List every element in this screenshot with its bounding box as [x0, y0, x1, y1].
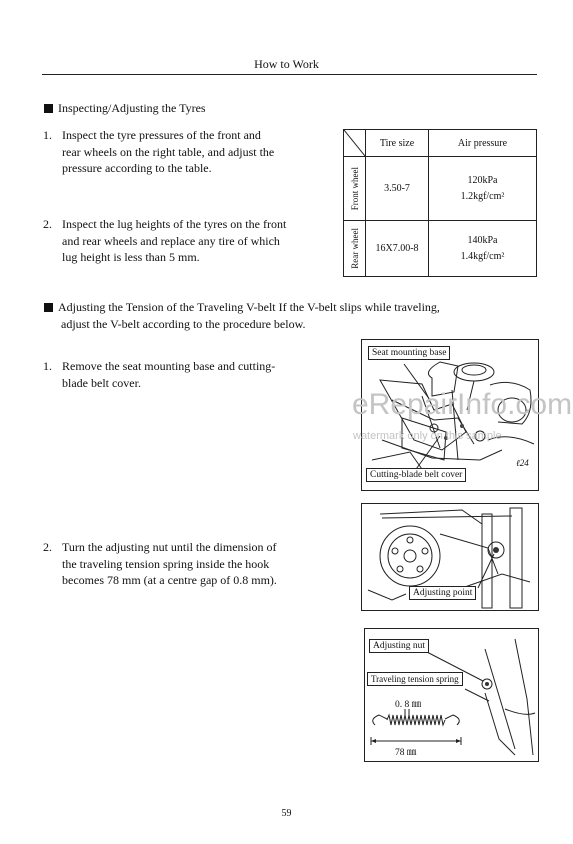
- callout-adjusting-nut: Adjusting nut: [369, 639, 429, 653]
- table-header-air-pressure: Air pressure: [429, 130, 537, 157]
- figure-tension-spring: [364, 628, 539, 762]
- bullet-square-icon: [44, 104, 53, 113]
- row-label-front: [344, 157, 366, 221]
- figure-adjusting-point: [361, 503, 539, 611]
- handwritten-mark: ℓ24: [516, 458, 529, 468]
- step-line: lug height is less than 5 mm.: [62, 250, 200, 264]
- step-line: Turn the adjusting nut until the dimension of: [62, 540, 277, 554]
- step-number: 2.: [43, 540, 52, 554]
- tire-size-cell: 3.50-7: [366, 157, 429, 221]
- callout-cutting-blade-belt-cover: Cutting-blade belt cover: [366, 468, 466, 482]
- row-label-rear: [344, 221, 366, 277]
- step-line: pressure according to the table.: [62, 161, 212, 175]
- step-line: Inspect the tyre pressures of the front and: [62, 128, 261, 142]
- step-line: rear wheels on the right table, and adjust the: [62, 144, 275, 159]
- step-line: Inspect the lug heights of the tyres on the front: [62, 217, 287, 231]
- air-pressure-cell: [429, 221, 537, 277]
- table-corner-cell: [344, 130, 366, 157]
- page-header-title: How to Work: [254, 57, 319, 71]
- callout-seat-mounting-base: Seat mounting base: [368, 346, 450, 360]
- air-pressure-cell: [429, 157, 537, 221]
- header-rule: [42, 74, 537, 75]
- section-heading-vbelt-line2: adjust the V-belt according to the procedure below.: [61, 316, 306, 331]
- step-number: 1.: [43, 128, 52, 142]
- tyre-pressure-table: [343, 129, 537, 277]
- step-2-turn-nut: [43, 539, 343, 591]
- row-label-text: Rear wheel: [349, 228, 360, 269]
- section-heading-vbelt-line1: Adjusting the Tension of the Traveling V-belt If the V-belt slips while traveling,: [58, 300, 440, 314]
- bullet-square-icon: [44, 303, 53, 312]
- pressure-kpa: 120kPa: [467, 175, 498, 186]
- table-row: [344, 157, 537, 221]
- diagonal-line: [344, 130, 365, 156]
- watermark-sub: watermark only on this sample: [353, 430, 502, 442]
- step-number: 1.: [43, 359, 52, 373]
- pressure-kgf: 1.2kgf/cm²: [460, 191, 505, 202]
- gap-dimension-label: 0. 8 ㎜: [395, 700, 422, 710]
- step-line: Remove the seat mounting base and cutting-: [62, 359, 276, 373]
- step-line: the traveling tension spring inside the hook: [62, 556, 270, 571]
- step-2-inspect-lug: [43, 216, 333, 268]
- step-line: and rear wheels and replace any tire of which: [62, 233, 280, 248]
- step-line: becomes 78 mm (at a centre gap of 0.8 mm).: [62, 573, 277, 587]
- length-dimension-label: 78 ㎜: [395, 748, 417, 758]
- step-1-remove-cover: [43, 358, 343, 394]
- section-heading-tyres-text: Inspecting/Adjusting the Tyres: [58, 101, 206, 115]
- step-1-inspect-pressure: [43, 127, 333, 179]
- table-header-tire-size: Tire size: [366, 130, 429, 157]
- section-heading-vbelt: [44, 299, 538, 332]
- step-line: blade belt cover.: [62, 375, 141, 390]
- pressure-kpa: 140kPa: [467, 235, 498, 246]
- watermark-main: eRepairInfo.com: [352, 388, 573, 421]
- row-label-text: Front wheel: [349, 166, 360, 211]
- pressure-kgf: 1.4kgf/cm²: [460, 251, 505, 262]
- step-number: 2.: [43, 217, 52, 231]
- table-row: [344, 221, 537, 277]
- tire-size-cell: 16X7.00-8: [366, 221, 429, 277]
- callout-adjusting-point: Adjusting point: [409, 586, 476, 600]
- section-heading-tyres: [44, 100, 206, 117]
- page-number: 59: [281, 808, 292, 819]
- callout-traveling-tension-spring: Traveling tension spring: [367, 672, 463, 686]
